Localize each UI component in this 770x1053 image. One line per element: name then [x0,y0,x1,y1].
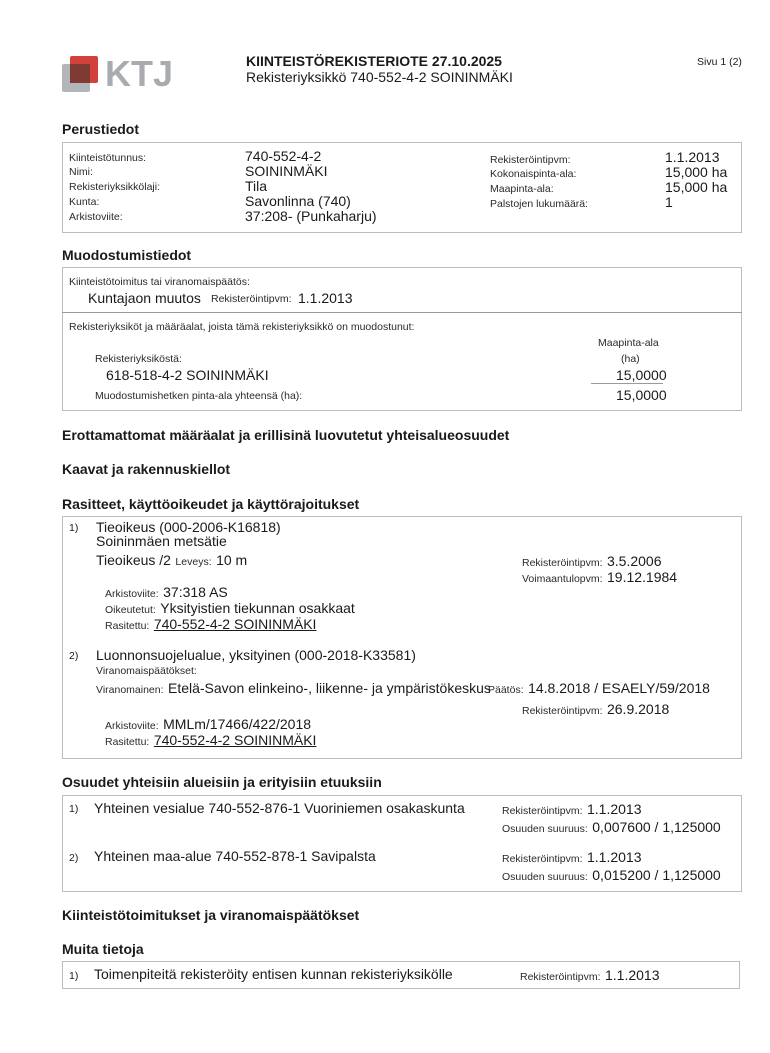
rasitettu-link[interactable]: 740-552-4-2 SOININMÄKI [153,616,317,632]
oikeutetut-value: Yksityistien tiekunnan osakkaat [160,600,355,616]
field-label: Kiinteistötunnus: [69,152,147,164]
osuus-label: Osuuden suuruus: [502,823,588,835]
rekpvm-value: 1.1.2013 [298,290,353,306]
field-label: Kunta: [69,196,100,208]
logo-overlap-square [70,64,90,83]
item-number: 1) [69,522,79,534]
rekpvm-label: Rekisteröintipvm: [211,293,292,305]
section-heading-rasitteet: Rasitteet, käyttöoikeudet ja käyttörajoitukset [62,496,360,512]
arkisto-label: Arkistoviite: [105,588,159,600]
perustiedot-box [62,142,742,233]
osuus-value: 0,015200 / 1,125000 [592,867,721,883]
muita-text: Toimenpiteitä rekisteröity entisen kunnan rekisteriyksikölle [94,966,453,982]
sum-line [591,383,663,384]
field-label: Kokonaispinta-ala: [490,168,577,180]
rasite-subtitle: Soininmäen metsätie [96,533,227,549]
rekpvm-label: Rekisteröintipvm: [502,805,583,817]
section-heading-erottamattomat: Erottamattomat määräalat ja erillisinä luovutetut yhteisalueosuudet [62,427,510,443]
field-label: Rekisteriyksikkölaji: [69,181,161,193]
field-value: 37:208- (Punkaharju) [245,208,377,224]
osuus-text: Yhteinen vesialue 740-552-876-1 Vuoriniemen osakaskunta [94,800,465,816]
logo-text: KTJ [105,53,174,94]
rasite-title: Luonnonsuojelualue, yksityinen (000-2018-K33581) [96,647,416,663]
page-number: Sivu 1 (2) [697,56,742,68]
rekpvm-value: 1.1.2013 [604,967,660,983]
osuus-rekpvm-row [502,849,641,867]
rekpvm-value: 26.9.2018 [606,701,670,717]
osuus-text: Yhteinen maa-alue 740-552-878-1 Savipalsta [94,848,376,864]
osuus-suuruus-row [502,867,721,885]
voimaantulo-label: Voimaantulopvm: [522,573,603,585]
field-label: Maapinta-ala: [490,183,554,195]
viranomaispaatokset-label: Viranomaispäätökset: [96,665,197,677]
osuus-value: 0,007600 / 1,125000 [592,819,721,835]
field-value: 1 [665,194,673,210]
divider [62,312,742,313]
viranomainen-value: Etelä-Savon elinkeino-, liikenne- ja ympäristökeskus [167,680,491,696]
rekpvm-label: Rekisteröintipvm: [502,853,583,865]
from-value: 618-518-4-2 SOININMÄKI [106,367,269,383]
field-value: Tila [245,178,268,194]
rekpvm-value: 3.5.2006 [606,553,662,569]
rasite-voimaantulo-row [522,569,677,587]
document-subtitle: Rekisteriyksikkö 740-552-4-2 SOININMÄKI [246,69,513,85]
section-heading-toimitukset: Kiinteistötoimitukset ja viranomaispäätökset [62,907,360,923]
toimitus-label: Kiinteistötoimitus tai viranomaispäätös: [69,276,250,288]
field-value: Savonlinna (740) [245,193,351,209]
leveys-label: Leveys: [175,556,212,568]
section-heading-osuudet: Osuudet yhteisiin alueisiin ja erityisiin etuuksiin [62,774,382,790]
rasite-detail-row [96,552,247,570]
area-column-unit: (ha) [621,353,640,365]
rasitettu-link[interactable]: 740-552-4-2 SOININMÄKI [153,732,317,748]
rasitettu-label: Rasitettu: [105,620,150,632]
from-area: 15,0000 [616,367,667,383]
ktj-logo [62,52,172,96]
muita-rekpvm-row [520,967,659,985]
voimaantulo-value: 19.12.1984 [607,569,678,585]
field-value: 740-552-4-2 [245,148,322,164]
rasite-rekpvm-row [522,701,669,719]
osuus-label: Osuuden suuruus: [502,871,588,883]
rasite-detail: Tieoikeus /2 [96,552,171,568]
from-label: Rekisteriyksiköstä: [95,353,182,365]
section-heading-kaavat: Kaavat ja rakennuskiellot [62,461,231,477]
rasite-title: Tieoikeus (000-2006-K16818) [96,519,281,535]
field-label: Palstojen lukumäärä: [490,198,589,210]
viranomainen-label: Viranomainen: [96,684,164,696]
document-title: KIINTEISTÖREKISTERIOTE 27.10.2025 [246,53,502,69]
osuus-rekpvm-row [502,801,641,819]
rekpvm-value: 1.1.2013 [586,801,642,817]
rasite-rasitettu-row [105,732,316,750]
rekpvm-value: 1.1.2013 [586,849,642,865]
oikeutetut-label: Oikeutetut: [105,604,156,616]
arkisto-value: 37:318 AS [163,584,228,600]
section-heading-perustiedot: Perustiedot [62,121,140,137]
field-value: 15,000 ha [665,179,728,195]
item-number: 1) [69,970,79,982]
paatos-value: 14.8.2018 / ESAELY/59/2018 [528,680,710,696]
toimitus-value: Kuntajaon muutos [88,290,201,306]
osuus-suuruus-row [502,819,721,837]
total-label: Muodostumishetken pinta-ala yhteensä (ha): [95,390,303,402]
paatos-row [488,680,710,698]
section-heading-muita: Muita tietoja [62,941,144,957]
paatos-label: Päätös: [488,684,524,696]
area-column-header: Maapinta-ala [598,337,659,349]
arkisto-value: MMLm/17466/422/2018 [163,716,312,732]
leveys-value: 10 m [216,552,248,568]
rekpvm-label: Rekisteröintipvm: [522,557,603,569]
field-value: 15,000 ha [665,164,728,180]
item-number: 2) [69,852,79,864]
field-label: Arkistoviite: [69,211,123,223]
field-value: SOININMÄKI [245,163,328,179]
item-number: 2) [69,650,79,662]
origins-label: Rekisteriyksiköt ja määräalat, joista tämä rekisteriyksikkö on muodostunut: [69,321,415,333]
total-area: 15,0000 [616,387,667,403]
item-number: 1) [69,803,79,815]
section-heading-muodostumistiedot: Muodostumistiedot [62,247,192,263]
field-label: Nimi: [69,166,93,178]
rasitettu-label: Rasitettu: [105,736,150,748]
field-value: 1.1.2013 [665,149,720,165]
viranomainen-row [96,680,491,698]
rasite-rasitettu-row [105,616,316,634]
rekpvm-label: Rekisteröintipvm: [520,971,601,983]
arkisto-label: Arkistoviite: [105,720,159,732]
rekpvm-label: Rekisteröintipvm: [522,705,603,717]
field-label: Rekisteröintipvm: [490,154,571,166]
